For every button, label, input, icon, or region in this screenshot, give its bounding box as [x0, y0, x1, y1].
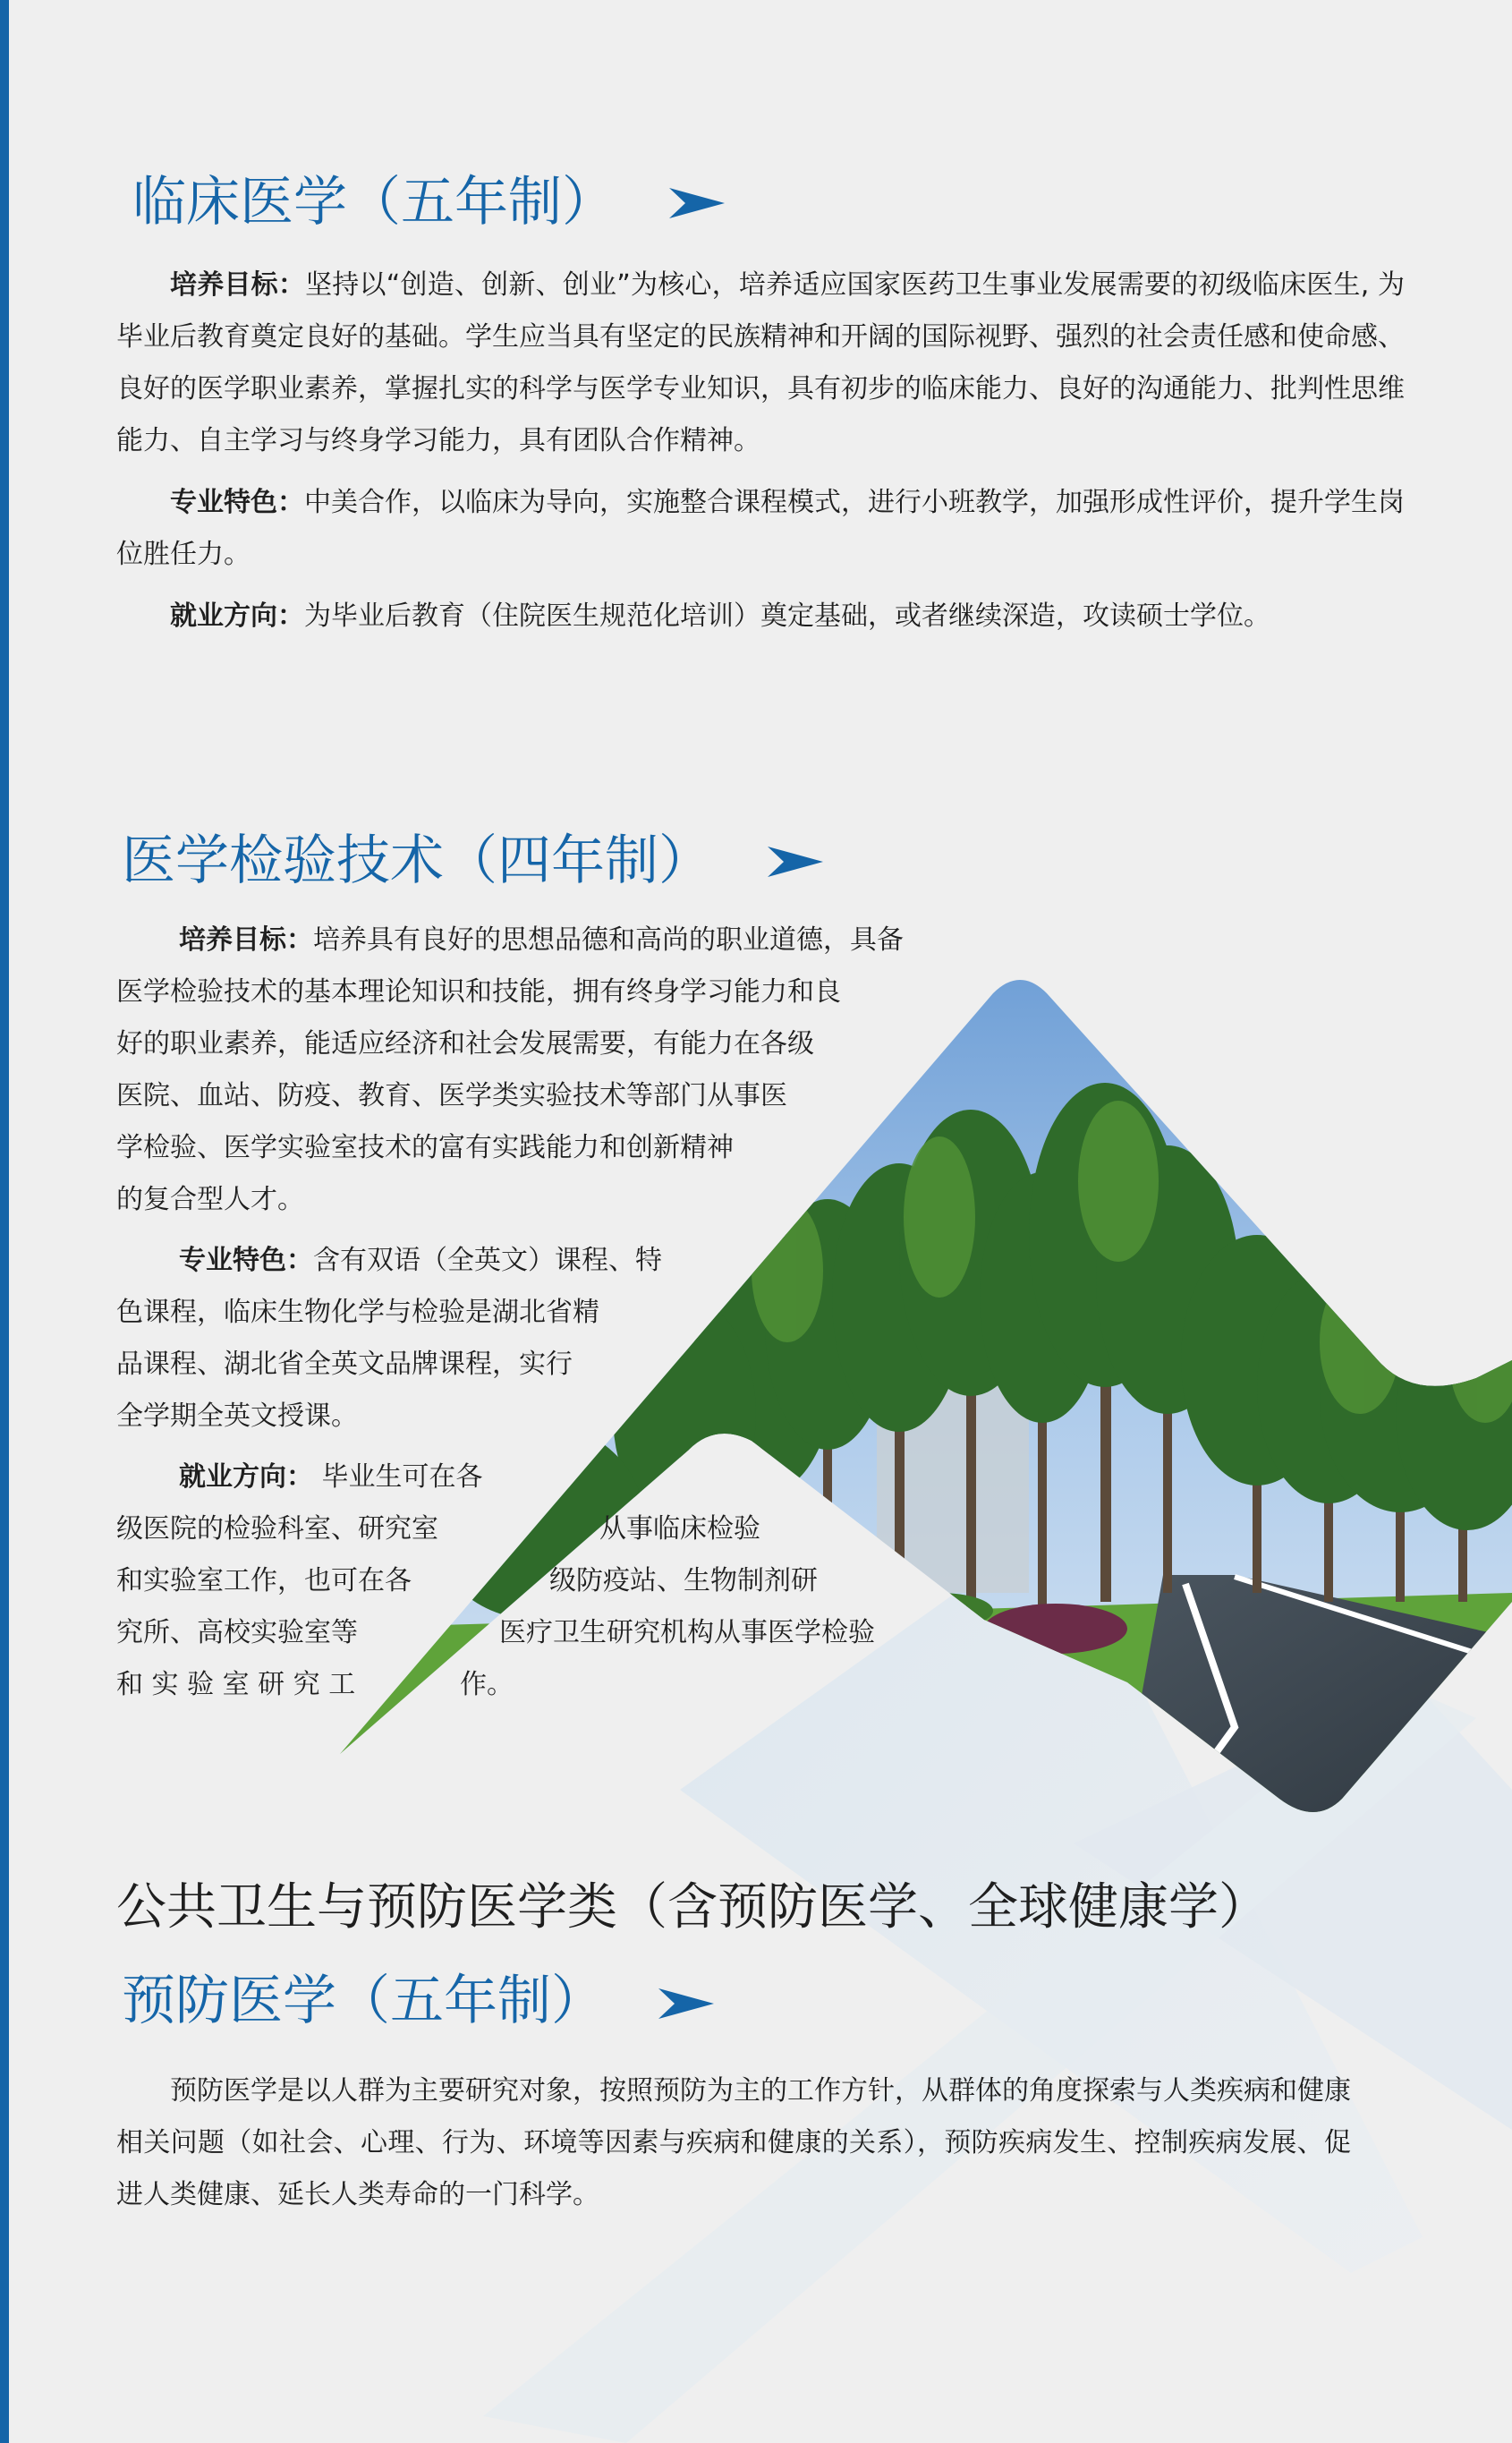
- arrow-right-icon: [669, 188, 725, 218]
- section-title-lab-medicine: 医学检验技术（四年制）: [122, 830, 712, 892]
- goal-line: 培养目标：培养具有良好的思想品德和高尚的职业道德，具备: [179, 924, 904, 956]
- section-title-preventive-medicine: 预防医学（五年制）: [122, 1970, 605, 2032]
- career-line: 和实验室工作，也可在各 级防疫站、生物制剂研: [116, 1565, 818, 1596]
- career-label: 就业方向：: [179, 1461, 313, 1493]
- goal-line: 医院、血站、防疫、教育、医学类实验技术等部门从事医: [116, 1080, 787, 1111]
- career-line: 和 实 验 室 研 究 工 作。: [116, 1669, 514, 1700]
- feature-line: 全学期全英文授课。: [116, 1400, 358, 1432]
- career-line: 就业方向： 毕业生可在各: [179, 1461, 483, 1493]
- lab-goal-paragraph: [116, 915, 904, 1226]
- clinical-goal-paragraph: [116, 260, 1405, 467]
- career-text: 为毕业后教育（住院医生规范化培训）奠定基础，或者继续深造，攻读硕士学位。: [304, 600, 1270, 632]
- lab-feature-paragraph: [116, 1235, 662, 1443]
- feature-line: 品课程、湖北省全英文品牌课程，实行: [116, 1349, 573, 1380]
- feature-label: 专业特色：: [179, 1245, 313, 1276]
- career-line: 级医院的检验科室、研究室 从事临床检验: [116, 1513, 760, 1545]
- feature-line: 色课程，临床生物化学与检验是湖北省精: [116, 1297, 599, 1328]
- preventive-description: 预防医学是以人群为主要研究对象，按照预防为主的工作方针，从群体的角度探索与人类疾病和健康相关问题（如社会、心理、行为、环境等因素与疾病和健康的关系），预防疾病发生、控制疾病发展、促进人类健康、延长人类寿命的一门科学。: [116, 2075, 1351, 2210]
- feature-label: 专业特色：: [170, 487, 304, 518]
- feature-text: 中美合作，以临床为导向，实施整合课程模式，进行小班教学，加强形成性评价，提升学生岗位胜任力。: [116, 487, 1405, 570]
- lab-career-paragraph: [116, 1451, 1011, 1711]
- goal-label: 培养目标：: [170, 269, 306, 301]
- goal-label: 培养目标：: [179, 924, 313, 956]
- section-title-clinical-medicine: 临床医学（五年制）: [132, 171, 616, 234]
- goal-line: 学检验、医学实验室技术的富有实践能力和创新精神: [116, 1132, 734, 1163]
- goal-line: 的复合型人才。: [116, 1184, 304, 1215]
- arrow-right-icon: [768, 847, 823, 877]
- goal-line: 好的职业素养，能适应经济和社会发展需要，有能力在各级: [116, 1028, 814, 1060]
- goal-text: 坚持以“创造、创新、创业”为核心，培养适应国家医药卫生事业发展需要的初级临床医生, 为毕业后教育奠定良好的基础。学生应当具有坚定的民族精神和开阔的国际视野、强烈的社会责任感和使命感、良好的医学职业素养，掌握扎实的科学与医学专业知识，具有初步的临床能力、良好的沟通能力、批判性思维能力、自主学习与终身学习能力，具有团队合作精神。: [116, 269, 1406, 456]
- clinical-feature-paragraph: [116, 477, 1405, 581]
- category-heading: 公共卫生与预防医学类（含预防医学、全球健康学）: [116, 1878, 1269, 1937]
- career-label: 就业方向：: [170, 600, 304, 632]
- career-line: 究所、高校实验室等 医疗卫生研究机构从事医学检验: [116, 1617, 875, 1648]
- feature-line: 专业特色：含有双语（全英文）课程、特: [179, 1245, 662, 1276]
- arrow-right-icon: [658, 1988, 714, 2019]
- clinical-career-paragraph: [116, 591, 1405, 643]
- goal-line: 医学检验技术的基本理论知识和技能，拥有终身学习能力和良: [116, 976, 841, 1008]
